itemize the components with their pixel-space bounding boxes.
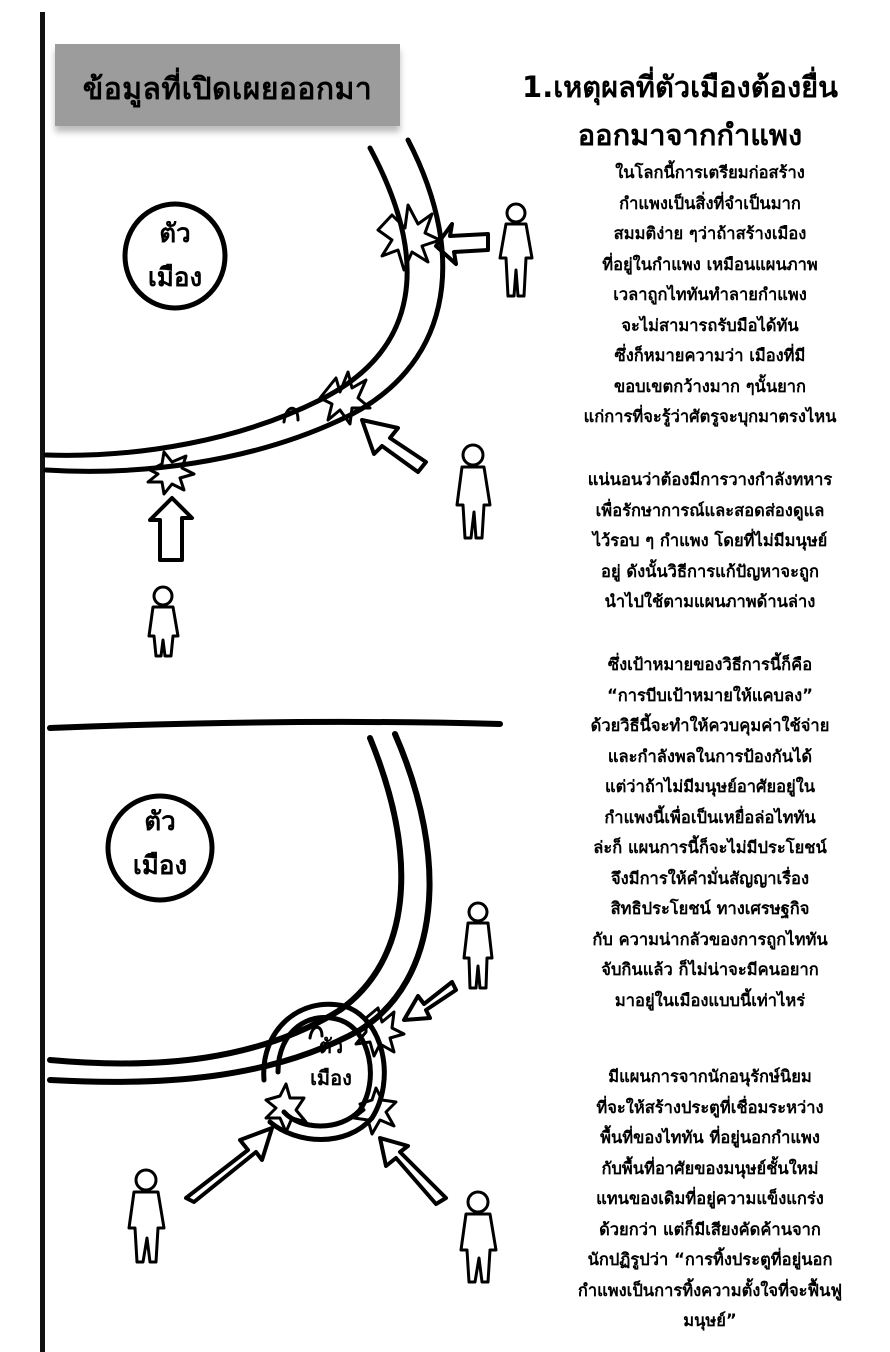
paragraph-line: ซึ่งก็หมายความว่า เมืองที่มี: [614, 346, 806, 365]
paragraph-line: นักปฏิรูปว่า “การทิ้งประตูที่อยู่นอก: [587, 1250, 833, 1269]
paragraph-line: เวลาถูกไททันทำลายกำแพง: [613, 285, 807, 304]
paragraph-line: กำแพงเป็นการทิ้งความตั้งใจที่จะฟื้นฟู: [577, 1280, 843, 1300]
paragraph-line: จับกินแล้ว ก็ไม่น่าจะมีคนอยาก: [601, 960, 819, 979]
panel-divider: [50, 722, 500, 728]
paragraph-line: ในโลกนี้การเตรียมก่อสร้าง: [615, 163, 805, 182]
paragraph-line: นำไปใช้ตามแผนภาพด้านล่าง: [604, 592, 816, 611]
paragraph-line: ล่ะก็ แผนการนี้ก็จะไม่มีประโยชน์: [593, 838, 827, 857]
attack-arrow-icon: [186, 1128, 272, 1202]
paragraph-line: ด้วยกว่า แต่ก็มีเสียงคัดค้านจาก: [599, 1219, 821, 1239]
district-label-line2: เมือง: [310, 1066, 352, 1090]
paragraph-3: [545, 650, 875, 1016]
header-label: ข้อมูลที่เปิดเผยออกมา: [82, 72, 373, 107]
paragraph-line: กับพื้นที่อาศัยของมนุษย์ชั้นใหม่: [601, 1158, 819, 1178]
titan-figure-icon: [149, 587, 178, 656]
paragraph-line: ไว้รอบ ๆ กำแพง โดยที่ไม่มีมนุษย์: [592, 531, 828, 550]
paragraph-line: และกำลังพลในการป้องกันได้: [607, 746, 813, 766]
paragraph-line: ที่จะให้สร้างประตูที่เชื่อมระหว่าง: [596, 1097, 824, 1117]
paragraph-line: จึงมีการให้คำมั่นสัญญาเรื่อง: [610, 868, 810, 888]
paragraph-line: มาอยู่ในเมืองแบบนี้เท่าไหร่: [614, 990, 806, 1010]
paragraph-line: แก่การที่จะรู้ว่าศัตรูจะบุกมาตรงไหน: [583, 407, 837, 426]
bottom-city-label: [115, 800, 205, 888]
paragraph-1: [545, 158, 875, 433]
titan-figure-icon: [461, 1192, 496, 1282]
paragraph-line: “การบีบเป้าหมายให้แคบลง”: [606, 685, 814, 705]
paragraph-line: กับ ความน่ากลัวของการถูกไททัน: [592, 929, 828, 949]
section-title-line1: 1.เหตุผลที่ตัวเมืองต้องยื่น: [522, 70, 838, 104]
paragraph-line: อยู่ ดังนั้นวิธีการแก้ปัญหาจะถูก: [601, 561, 819, 581]
paragraph-line: แทนของเดิมที่อยู่ความแข็งแกร่ง: [596, 1189, 824, 1208]
attack-arrow-icon: [362, 420, 426, 472]
paragraph-line: มนุษย์”: [683, 1311, 737, 1330]
attack-arrow-icon: [380, 1138, 446, 1204]
bottom-city-label-line1: ตัว: [144, 807, 176, 837]
top-city-label: [130, 212, 220, 300]
paragraph-4: [545, 1062, 875, 1337]
paragraph-line: ที่อยู่ในกำแพง เหมือนแผนภาพ: [602, 254, 818, 274]
breach-burst-icon: [148, 452, 194, 494]
top-city-label-line1: ตัว: [159, 219, 191, 249]
top-wall-outer: [46, 140, 443, 471]
district-label: [296, 1030, 366, 1094]
attack-arrow-icon: [150, 498, 192, 560]
paragraph-line: ซึ่งเป้าหมายของวิธีการนี้ก็คือ: [607, 655, 813, 674]
paragraph-2: [545, 465, 875, 618]
paragraph-line: สิทธิประโยชน์ ทางเศรษฐกิจ: [610, 899, 810, 918]
paragraph-line: เพื่อรักษาการณ์และสอดส่องดูแล: [595, 500, 825, 520]
breach-burst-icon: [378, 205, 440, 270]
titan-figure-icon: [129, 1170, 164, 1262]
paragraph-line: แน่นอนว่าต้องมีการวางกำลังทหาร: [587, 470, 833, 489]
paragraph-line: ขอบเขตกว้างมาก ๆนั้นยาก: [613, 376, 807, 396]
paragraph-line: แต่ว่าถ้าไม่มีมนุษย์อาศัยอยู่ใน: [604, 777, 816, 796]
bottom-city-label-line2: เมือง: [132, 851, 188, 881]
paragraph-line: กำแพงเป็นสิ่งที่จำเป็นมาก: [619, 193, 801, 213]
bottom-wall-inner: [50, 738, 401, 1063]
titan-figure-icon: [500, 204, 532, 296]
paragraph-line: กำแพงนี้เพื่อเป็นเหยื่อล่อไททัน: [604, 807, 816, 827]
district-label-line1: ตัว: [318, 1034, 344, 1058]
paragraph-line: จะไม่สามารถรับมือได้ทัน: [621, 315, 799, 335]
paragraph-line: มีแผนการจากนักอนุรักษ์นิยม: [608, 1067, 812, 1086]
attack-arrow-icon: [404, 982, 456, 1020]
titan-figure-icon: [464, 903, 492, 988]
paragraph-line: พื้นที่ของไททัน ที่อยู่นอกกำแพง: [600, 1128, 820, 1147]
titan-figure-icon: [457, 445, 490, 538]
paragraph-line: สมมติง่าย ๆว่าถ้าสร้างเมือง: [613, 224, 807, 243]
top-city-label-line2: เมือง: [147, 263, 203, 293]
section-title-line2: ออกมาจากกำแพง: [577, 118, 803, 152]
paragraph-line: ด้วยวิธีนี้จะทำให้ควบคุมค่าใช้จ่าย: [590, 716, 830, 735]
